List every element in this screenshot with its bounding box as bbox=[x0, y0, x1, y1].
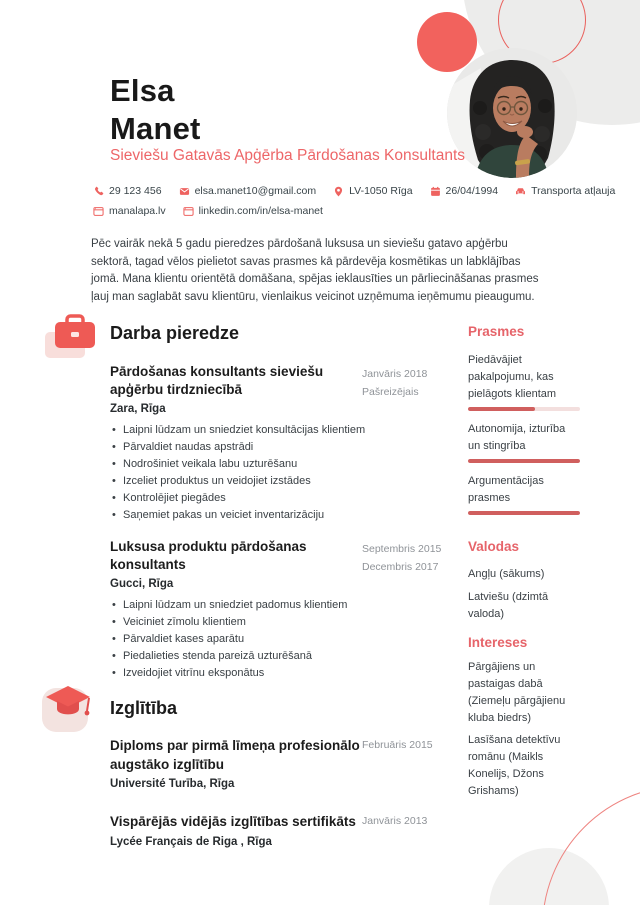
contact-email[interactable] bbox=[179, 185, 317, 197]
job-bullet-list bbox=[110, 422, 446, 524]
education-heading: Izglītība bbox=[110, 698, 177, 718]
sidebar bbox=[468, 324, 580, 805]
experience-heading: Darba pieredze bbox=[110, 323, 240, 343]
contact-location bbox=[333, 185, 412, 197]
website-icon bbox=[183, 206, 194, 217]
language-item: Angļu (sākums) bbox=[468, 568, 545, 580]
phone-text: 29 123 456 bbox=[109, 185, 162, 197]
decor-circle-red bbox=[417, 12, 477, 72]
job-bullet: • Izveidojiet vitrīnu eksponātus bbox=[110, 665, 446, 682]
calendar-icon bbox=[430, 186, 441, 197]
birthdate-text: 26/04/1994 bbox=[445, 185, 499, 197]
first-name: Elsa bbox=[110, 73, 175, 108]
contact-driving-license bbox=[515, 185, 615, 197]
car-icon bbox=[515, 186, 526, 197]
education-date: Janvāris 2013 bbox=[362, 815, 428, 827]
language-item: Latviešu (dzimtā valoda) bbox=[468, 591, 549, 620]
job-bullet-list bbox=[110, 597, 446, 682]
skill-progress-bar bbox=[468, 511, 580, 515]
job-company: Gucci, Rīga bbox=[110, 578, 174, 590]
contact-row-2 bbox=[93, 205, 323, 217]
job-bullet: • Veiciniet zīmolu klientiem bbox=[110, 614, 446, 631]
job-title: Luksusa produktu pārdošanas konsultants bbox=[110, 539, 307, 572]
job-bullet: • Pārvaldiet kases aparātu bbox=[110, 631, 446, 648]
briefcase-icon bbox=[43, 314, 99, 370]
skill-progress-fill bbox=[468, 459, 580, 463]
job-date-start: Janvāris 2018 bbox=[362, 368, 428, 380]
education-entry-diploma bbox=[110, 737, 446, 791]
skill-label: Piedāvājiet pakalpojumu, kas pielāgots klientam bbox=[468, 354, 557, 400]
job-bullet: • Kontrolējiet piegādes bbox=[110, 490, 446, 507]
mail-icon bbox=[179, 186, 190, 197]
job-entry-zara bbox=[110, 363, 446, 524]
location-text: LV-1050 Rīga bbox=[349, 185, 413, 197]
location-icon bbox=[333, 186, 344, 197]
skill-label: Autonomija, izturība un stingrība bbox=[468, 423, 566, 452]
job-entry-gucci bbox=[110, 538, 446, 682]
contact-row-1 bbox=[93, 185, 615, 197]
skill-progress-bar bbox=[468, 407, 580, 411]
job-date-end: Decembris 2017 bbox=[362, 561, 439, 573]
last-name: Manet bbox=[110, 111, 201, 146]
job-date-end: Pašreizējais bbox=[362, 386, 419, 398]
job-title: Pārdošanas konsultants sieviešu apģērbu tirdzniecībā bbox=[110, 364, 324, 397]
phone-icon bbox=[93, 186, 104, 197]
website-icon bbox=[93, 206, 104, 217]
profile-photo-illustration bbox=[447, 48, 577, 178]
job-bullet: • Izceliet produktus un veidojiet izstādes bbox=[110, 473, 446, 490]
skill-progress-fill bbox=[468, 407, 535, 411]
education-entry-certificate bbox=[110, 813, 446, 849]
job-dates bbox=[362, 540, 452, 576]
education-school: Université Turība, Rīga bbox=[110, 778, 235, 790]
languages-heading: Valodas bbox=[468, 539, 520, 554]
education-title: Vispārējās vidējās izglītības sertifikāts bbox=[110, 814, 356, 829]
skill-progress-fill bbox=[468, 511, 580, 515]
education-date: Februāris 2015 bbox=[362, 739, 433, 751]
job-bullet: • Laipni lūdzam un sniedziet padomus klientiem bbox=[110, 597, 446, 614]
job-bullet: • Piedalieties stenda pareizā uzturēšanā bbox=[110, 648, 446, 665]
interest-item: Pārgājiens un pastaigas dabā (Ziemeļu pārgājienu kluba biedrs) bbox=[468, 661, 566, 724]
contact-birthdate bbox=[430, 185, 499, 197]
contact-website[interactable] bbox=[93, 205, 166, 217]
profile-summary: Pēc vairāk nekā 5 gadu pieredzes pārdošanā luksusa un sieviešu gatavo apģērbu sektorā, tagad vēlos pielietot savas prasmes kā pārdevēja kosmētikas un labklājības jomā. Mana klientu orientētā domāšana, spējas ieklausīties un pārliecināšanas prasmes ļauj man saglabāt savu klientūru, vienlaikus veicinot uzņēmuma ieņēmumu pieaugumu. bbox=[91, 238, 539, 303]
interest-item: Lasīšana detektīvu romānu (Maikls Konelijs, Džons Grishams) bbox=[468, 734, 561, 797]
job-company: Zara, Rīga bbox=[110, 403, 166, 415]
driving-license-text: Transporta atļauja bbox=[531, 185, 616, 197]
job-bullet: • Laipni lūdzam un sniedziet konsultācijas klientiem bbox=[110, 422, 446, 439]
interests-heading: Intereses bbox=[468, 635, 528, 650]
email-text[interactable]: elsa.manet10@gmail.com bbox=[194, 185, 317, 197]
skill-item bbox=[468, 352, 580, 411]
skill-item bbox=[468, 473, 580, 515]
contact-linkedin[interactable] bbox=[183, 205, 323, 217]
skill-item bbox=[468, 421, 580, 463]
education-school: Lycée Français de Riga , Rīga bbox=[110, 835, 272, 848]
job-bullet: • Saņemiet pakas un veiciet inventarizāciju bbox=[110, 507, 446, 524]
profile-photo bbox=[447, 48, 577, 178]
job-dates bbox=[362, 365, 452, 401]
job-bullet: • Nodrošiniet veikala labu uzturēšanu bbox=[110, 456, 446, 473]
skill-progress-bar bbox=[468, 459, 580, 463]
job-date-start: Septembris 2015 bbox=[362, 543, 442, 555]
person-name bbox=[110, 72, 201, 148]
website-text[interactable]: manalapa.lv bbox=[109, 205, 166, 217]
main-column bbox=[110, 323, 446, 871]
contact-phone bbox=[93, 185, 162, 197]
job-title-subtitle: Sieviešu Gatavās Apģērba Pārdošanas Konsultants bbox=[110, 147, 466, 164]
graduation-cap-icon bbox=[40, 680, 96, 736]
education-title: Diploms par pirmā līmeņa profesionālo augstāko izglītību bbox=[110, 738, 360, 772]
skill-label: Argumentācijas prasmes bbox=[468, 475, 544, 504]
job-bullet: • Pārvaldiet naudas apstrādi bbox=[110, 439, 446, 456]
skills-heading: Prasmes bbox=[468, 324, 525, 339]
linkedin-text[interactable]: linkedin.com/in/elsa-manet bbox=[198, 205, 323, 217]
